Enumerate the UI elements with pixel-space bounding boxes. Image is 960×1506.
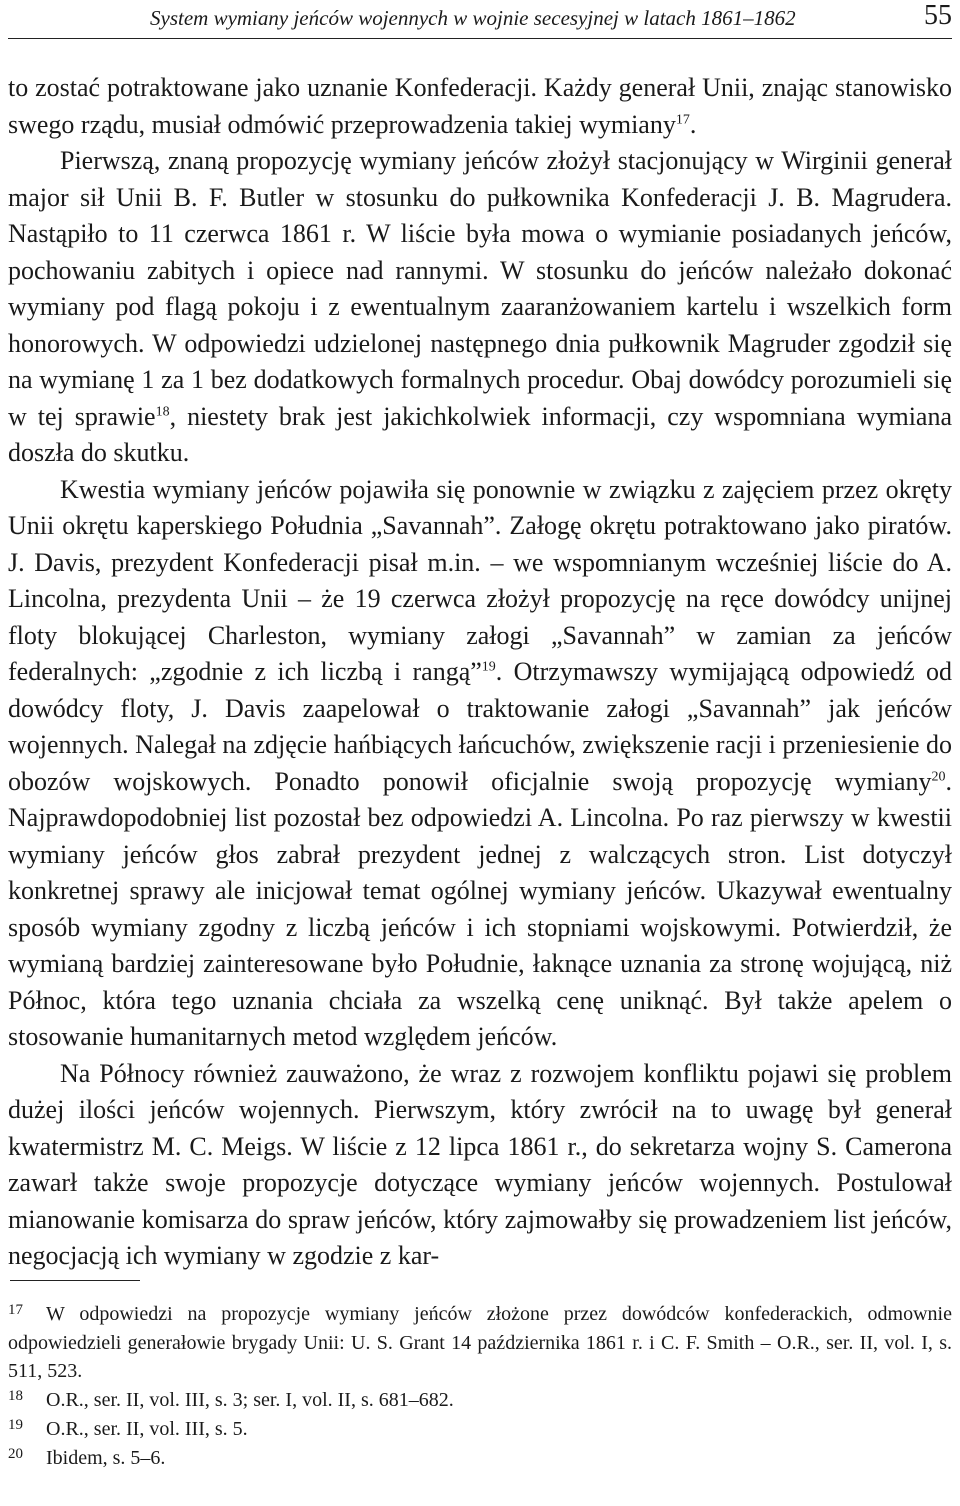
footnote-ref-19[interactable]: 19 — [481, 659, 496, 675]
paragraph-text: . Najprawdopodobniej list pozostał bez odpowiedzi A. Lincolna. Po raz pierwszy w kwestii wymiany jeńców głos zabrał prezydent jednej z walczących stron. List dotyczył konkretnej sprawy ale inicjował temat ogólnej wymiany jeńców. Ukazywał ewentualny sposób wymiany zgodny z liczbą jeńców i ich stopniami wojskowymi. Potwierdził, że wymianą bardziej zainteresowane było Południe, łaknące uznania za stronę wojującą, niż Północ, która tego uznania chciała za wszelką cenę uniknąć. Był także apelem o stosowanie humanitarnych metod względem jeńców. — [8, 766, 952, 1051]
footnote-ref-20[interactable]: 20 — [931, 768, 946, 784]
paragraph-text: Kwestia wymiany jeńców pojawiła się ponownie w związku z zajęciem przez okręty Unii okrętu kaperskiego Południa „Savannah”. Załogę okrętu potraktowano jako piratów. J. Davis, prezydent Konfederacji pisał m.in. – we wspomnianym wcześniej liście do A. Lincolna, prezydenta Unii – że 19 czerwca złożył propozycję na ręce dowódcy unijnej floty blokującej Charleston, wymiany załogi „Savannah” w zamian za jeńców federalnych: „zgodnie z ich liczbą i rangą” — [8, 474, 952, 686]
footnote-18: 18 O.R., ser. II, vol. III, s. 3; ser. I, vol. II, s. 681–682. — [8, 1388, 454, 1412]
running-header — [0, 0, 960, 38]
paragraph-1 — [8, 70, 952, 143]
paragraph-2 — [8, 143, 952, 472]
paragraph-text: Pierwszą, znaną propozycję wymiany jeńców złożył stacjonujący w Wirginii generał major sił Unii B. F. Butler w stosunku do pułkownika Konfederacji J. B. Magrudera. Nastąpiło to 11 czerwca 1861 r. W liście była mowa o wymianie posiadanych jeńców, pochowaniu zabitych i opiece nad rannymi. W stosunku do jeńców należało dokonać wymiany pod flagą pokoju i z ewentualnym zaaranżowaniem kartelu i wszelkich form honorowych. W odpowiedzi udzielonej następnego dnia pułkownik Magruder zgodził się na wymianę 1 za 1 bez dodatkowych formalnych procedur. Obaj dowódcy porozumieli się w tej sprawie — [8, 146, 952, 431]
paragraph-text: , niestety brak jest jakichkolwiek informacji, czy wspomniana wymiana doszła do skutku. — [8, 401, 953, 467]
paragraph-text: . Otrzymawszy wymijającą odpowiedź od dowódcy floty, J. Davis zaapelował o traktowanie załogi „Savannah” jak jeńców wojennych. Nalegał na zdjęcie hańbiących łańcuchów, zwiększenie racji i przeniesienie do obozów wojskowych. Ponadto ponowił oficjalnie swoją propozycję wymiany — [8, 657, 953, 796]
paragraph-text: . — [689, 109, 697, 139]
footnotes — [8, 1300, 952, 1472]
footnote-20: 20 Ibidem, s. 5–6. — [8, 1445, 166, 1469]
paragraph-3 — [8, 472, 952, 1056]
header-rule — [8, 38, 952, 39]
footnote-separator — [10, 1280, 140, 1281]
footnote-text: Ibidem, s. 5–6. — [46, 1446, 166, 1469]
main-text — [8, 70, 952, 1275]
paragraph-text: Na Północy również zauważono, że wraz z rozwojem konfliktu pojawi się problem dużej ilości jeńców wojennych. Pierwszym, który zwrócił na to uwagę był generał kwatermistrz M. C. Meigs. W liście z 12 lipca 1861 r., do sekretarza wojny S. Camerona zawarł także swoje propozycje dotyczące wymiany jeńców wojennych. Postulował mianowanie komisarza do spraw jeńców, który zajmowałby się prowadzeniem list jeńców, negocjacją ich wymiany w zgodzie z kar- — [8, 1058, 952, 1270]
footnote-text: O.R., ser. II, vol. III, s. 3; ser. I, vol. II, s. 681–682. — [46, 1389, 454, 1412]
page-number: 55 — [924, 0, 952, 31]
paragraph-4 — [8, 1056, 952, 1275]
footnote-ref-17[interactable]: 17 — [675, 111, 690, 127]
footnote-text: W odpowiedzi na propozycje wymiany jeńców złożone przez dowódców konfederackich, odmownie odpowiedzieli generałowie brygady Unii: U. S. Grant 14 października 1861 r. i C. F. Smith – O.R., ser. II, vol. I, s. 511, 523. — [8, 1303, 952, 1383]
running-title: System wymiany jeńców wojennych w wojnie secesyjnej w latach 1861–1862 — [150, 6, 796, 30]
footnote-19: 19 O.R., ser. II, vol. III, s. 5. — [8, 1416, 248, 1440]
paragraph-text: to zostać potraktowane jako uznanie Konfederacji. Każdy generał Unii, znając stanowisko swego rządu, musiał odmówić przeprowadzenia takiej wymiany — [8, 73, 952, 139]
footnote-17: 17 W odpowiedzi na propozycje wymiany jeńców złożone przez dowódców konfederackich, odmownie odpowiedzieli generałowie brygady Unii: U. S. Grant 14 października 1861 r. i C. F. Smith – O.R., ser. II, vol. I, s. 511, 523. — [8, 1302, 952, 1383]
footnote-text: O.R., ser. II, vol. III, s. 5. — [46, 1417, 248, 1440]
footnote-ref-18[interactable]: 18 — [155, 403, 170, 419]
